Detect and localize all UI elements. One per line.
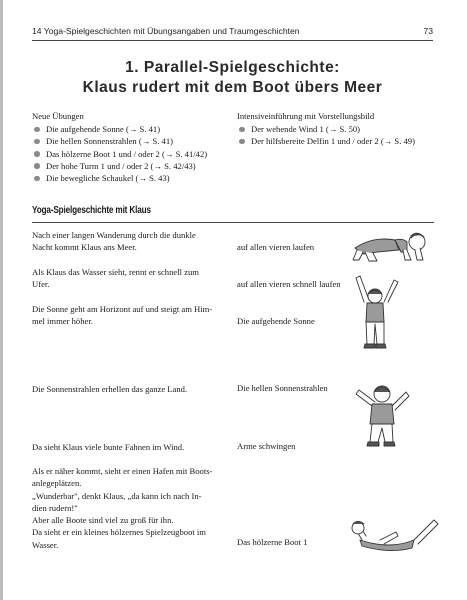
child-arms-swinging-figure: [352, 380, 412, 452]
running-title: 14 Yoga-Spielgeschichten mit Übungsangaben und Traumgeschichten: [32, 26, 300, 36]
child-arms-raised-figure: [350, 272, 400, 352]
section-rule: [32, 222, 434, 223]
bullet-icon: [239, 139, 245, 145]
list-item: Der hohe Turm 1 und / oder 2 (→ S. 42/43): [32, 160, 207, 172]
bullet-icon: [34, 151, 40, 157]
story-instruction: auf allen vieren schnell laufen: [237, 279, 341, 289]
story-paragraph: Als er näher kommt, sieht er einen Hafen mit Boots- anlegeplätzen. „Wunderbar", denkt Klaus, „da kann ich nach In- dien rudern!" Aber alle Boote sind viel zu groß für ihn. Da sieht er ein kleines hölzernes Spielzeugboot im Wasser.: [32, 466, 213, 550]
story-instruction: Die aufgehende Sonne: [237, 316, 315, 326]
bullet-icon: [239, 127, 245, 133]
bullet-icon: [34, 127, 40, 133]
list-item: Die bewegliche Schaukel (→ S. 43): [32, 172, 207, 184]
list-item: Das hölzerne Boot 1 und / oder 2 (→ S. 41/42): [32, 148, 207, 160]
story-instruction: Arme schwingen: [237, 441, 296, 451]
bullet-icon: [34, 139, 40, 145]
running-header: [32, 24, 433, 41]
story-instruction: Das hölzerne Boot 1: [237, 537, 308, 547]
list-item: Die aufgehende Sonne (→ S. 41): [32, 123, 207, 135]
page-edge: [0, 0, 3, 600]
intensive-heading: Intensiveinführung mit Vorstellungsbild: [237, 111, 375, 121]
page-number: 73: [423, 26, 433, 36]
child-crawling-figure: [345, 226, 433, 266]
new-exercises-list: [32, 123, 207, 184]
page-title-line2: Klaus rudert mit dem Boot übers Meer: [82, 79, 383, 96]
page-title: [32, 58, 433, 98]
story-paragraph: Da sieht Klaus viele bunte Fahnen im Wind.: [32, 442, 185, 452]
story-paragraph: Als Klaus das Wasser sieht, rennt er schnell zum Ufer.: [32, 267, 199, 290]
intensive-list: [237, 123, 415, 148]
section-title: Yoga-Spielgeschichte mit Klaus: [32, 205, 151, 216]
child-boat-pose-figure: [350, 510, 440, 552]
story-paragraph: Die Sonne geht am Horizont auf und steigt am Him- mel immer höher.: [32, 304, 213, 327]
bullet-icon: [34, 176, 40, 182]
list-item: Der hilfsbereite Delfin 1 und / oder 2 (→ S. 49): [237, 135, 415, 147]
bullet-icon: [34, 163, 40, 169]
page-title-line1: 1. Parallel-Spielgeschichte:: [125, 59, 340, 76]
list-item: Der wehende Wind 1 (→ S. 50): [237, 123, 415, 135]
story-instruction: Die hellen Sonnenstrahlen: [237, 383, 328, 393]
story-instruction: auf allen vieren laufen: [237, 242, 315, 252]
story-paragraph: Die Sonnenstrahlen erhellen das ganze Land.: [32, 384, 188, 394]
story-paragraph: Nach einer langen Wanderung durch die dunkle Nacht kommt Klaus ans Meer.: [32, 230, 196, 253]
list-item: Die hellen Sonnenstrahlen (→ S. 41): [32, 135, 207, 147]
new-exercises-heading: Neue Übungen: [32, 111, 84, 121]
